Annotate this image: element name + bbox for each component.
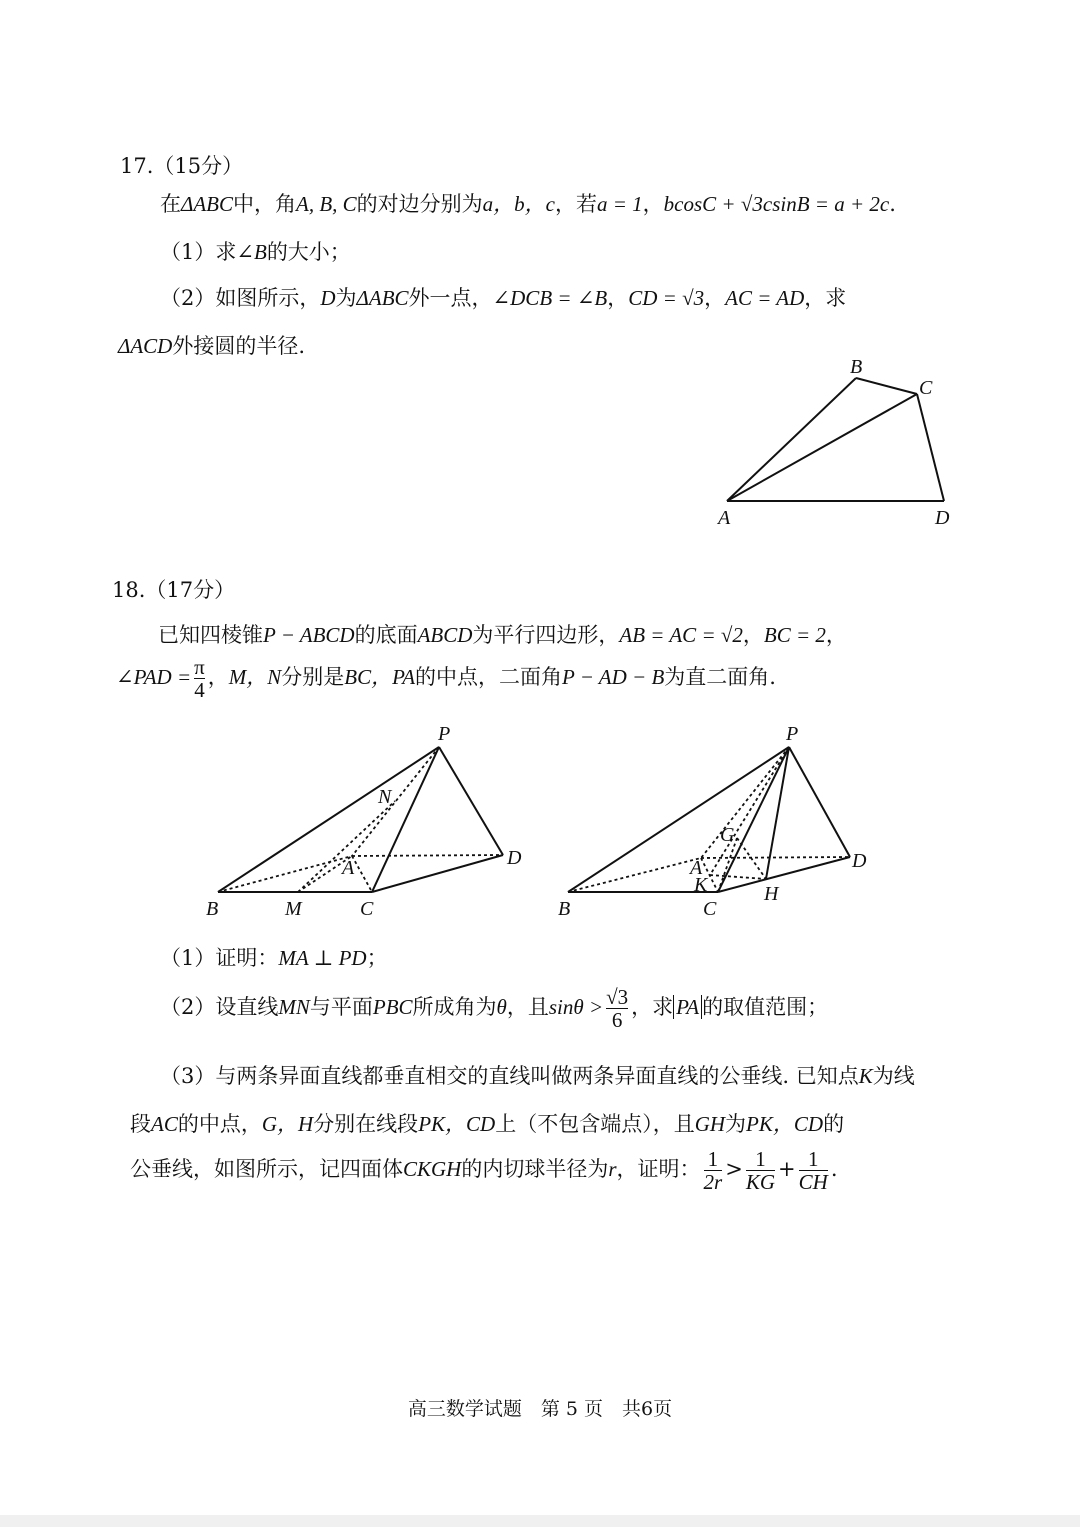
fig1-label-a: A [342, 857, 355, 879]
fig2-hidden-pa [701, 747, 789, 858]
q17-number: 17.（15分） [120, 154, 244, 178]
fig2-hidden-kh [710, 875, 766, 879]
ineq-fraction-3: $\frac{1}{CH}$ [798, 1147, 828, 1194]
q17-part1: （1）求∠B的大小； [160, 240, 351, 264]
bottom-band [0, 1515, 1080, 1527]
q18-part3-line1: （3）与两条异面直线都垂直相交的直线叫做两条异面直线的公垂线. 已知点K为线 [160, 1064, 915, 1088]
q17-part2: （2）如图所示，D为ΔABC外一点，∠DCB = ∠B，CD = √3，AC = AD，求 [160, 286, 847, 310]
fig1-label-m: M [285, 898, 302, 920]
fig2-edge-pc [718, 747, 789, 892]
fig2-edge-pb [568, 747, 789, 892]
fig2-label-h: H [764, 883, 779, 905]
fig2-hidden-ba [568, 858, 701, 892]
fig2-hidden-ad [701, 857, 850, 858]
q18-part2: （2）设直线MN与平面PBC所成角为θ，且sinθ > $\frac{√3}{6}$ ，求 PA 的取值范围； [160, 985, 829, 1032]
fig1-label-n: N [378, 786, 392, 808]
fig2-label-b: B [558, 898, 571, 920]
fig2-label-d: D [852, 850, 867, 872]
q18-sin-fraction: $\frac{√3}{6}$ [606, 985, 629, 1032]
q18-number: 18.（17分） [112, 578, 236, 602]
fig2-label-a: A [690, 857, 703, 879]
fig2-label-k: K [694, 874, 708, 896]
ineq-fraction-2: $\frac{1}{KG}$ [745, 1147, 776, 1194]
fig2-edge-cd [718, 857, 850, 892]
q18-stem-line1: 已知四棱锥P − ABCD的底面ABCD为平行四边形，AB = AC = √2，BC = 2， [158, 623, 847, 647]
q18-part1: （1）证明：MA ⊥ PD； [160, 946, 388, 970]
q17-label-b: B [850, 356, 863, 378]
fig2-edge-pd [789, 747, 850, 857]
fig2-label-c: C [703, 898, 717, 920]
q18-part3-line2: 段AC的中点，G，H分别在线段PK，CD上（不包含端点），且GH为PK，CD的 [130, 1112, 845, 1136]
fig2-hidden-gh [737, 838, 766, 879]
fig1-label-c: C [360, 898, 374, 920]
q18-angle-fraction: $\frac{\pi}{4}$ [194, 655, 205, 702]
q17-label-d: D [935, 507, 950, 529]
q17-label-c: C [919, 377, 933, 399]
fig1-label-b: B [206, 898, 219, 920]
q17-part2-cont: ΔACD外接圆的半径. [118, 334, 306, 358]
q18-part3-line3: 公垂线，如图所示，记四面体CKGH的内切球半径为r，证明： $\frac{1}{2r}$ > $\frac{1}{KG}$ + $\frac{1}{CH}$ . [130, 1147, 838, 1194]
q17-stem: 在ΔABC中，角A, B, C的对边分别为a，b，c，若a = 1，bcosC + √3csinB = a + 2c. [160, 192, 896, 216]
q18-stem-line2: ∠PAD = $\frac{\pi}{4}$ ，M，N分别是BC，PA的中点，二面角P − AD − B为直二面角. [116, 655, 776, 702]
ineq-fraction-1: $\frac{1}{2r}$ [703, 1147, 723, 1194]
q17-label-a: A [718, 507, 731, 529]
fig1-label-d: D [507, 847, 522, 869]
fig1-label-p: P [438, 723, 451, 745]
fig2-label-p: P [786, 723, 799, 745]
fig2-label-g: G [720, 824, 735, 846]
page-footer: 高三数学试题 第 5 页 共6页 [407, 1398, 673, 1420]
fig2-edge-ph [766, 747, 789, 879]
